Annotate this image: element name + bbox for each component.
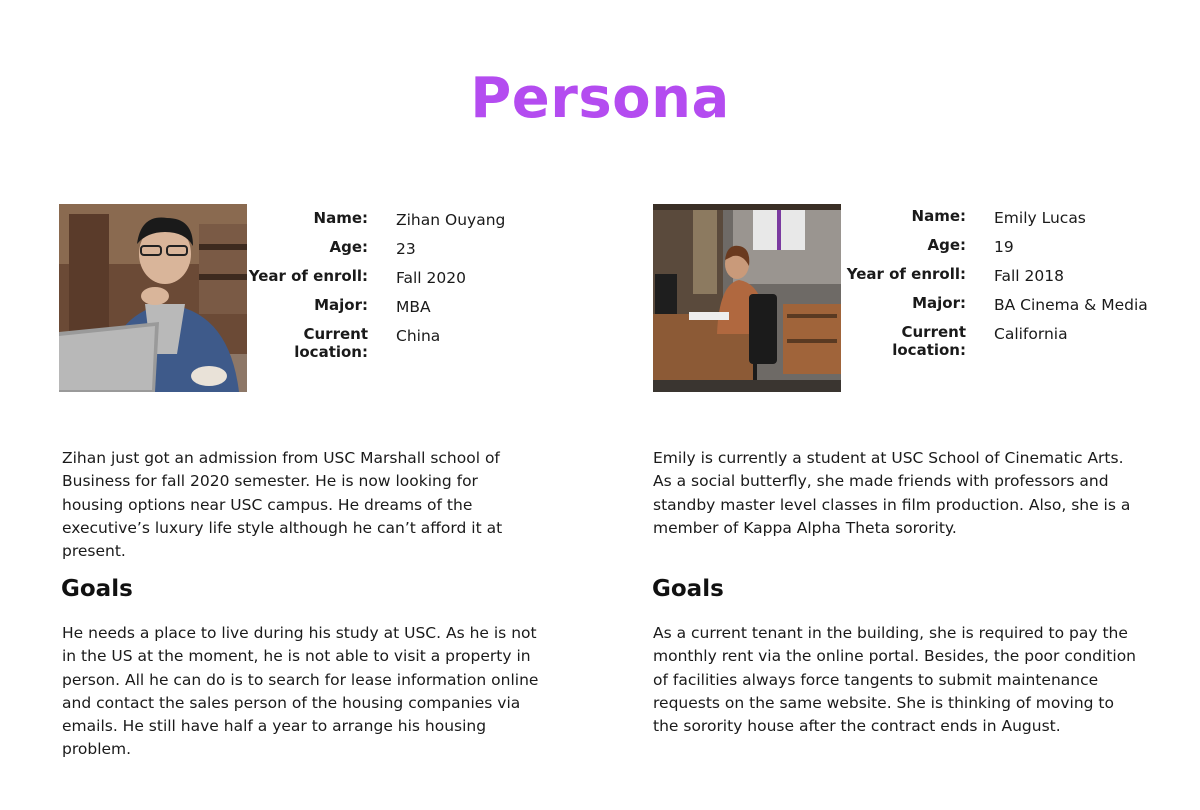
info-row-location [226, 325, 505, 361]
info-row-year [226, 267, 505, 296]
age-label: Age: [329, 238, 368, 256]
info-row-major [824, 294, 1148, 323]
location-label: Current location: [294, 325, 368, 361]
year-value: Fall 2020 [396, 269, 466, 287]
info-row-age [824, 236, 1148, 265]
age-value: 23 [396, 240, 416, 258]
info-row-year [824, 265, 1148, 294]
name-value: Emily Lucas [994, 209, 1086, 227]
info-row-age [226, 238, 505, 267]
info-row-name [824, 207, 1148, 236]
age-label: Age: [927, 236, 966, 254]
persona-goals-zihan: He needs a place to live during his study at USC. As he is not in the US at the moment, he is not able to visit a property in person. All he can do is to search for lease information online and contact the sales person of the housing companies via emails. He still have half a year to arrange his housing problem. [62, 624, 539, 759]
persona-info-zihan [226, 209, 506, 361]
goals-heading-emily: Goals [652, 576, 724, 602]
name-label: Name: [911, 207, 966, 225]
year-value: Fall 2018 [994, 267, 1064, 285]
info-row-location [824, 323, 1148, 359]
info-row-name [226, 209, 505, 238]
persona-photo-emily [653, 204, 841, 392]
location-label: Current location: [892, 323, 966, 359]
page-title: Persona [470, 66, 730, 131]
major-label: Major: [314, 296, 368, 314]
year-label: Year of enroll: [846, 265, 966, 283]
age-value: 19 [994, 238, 1014, 256]
name-label: Name: [313, 209, 368, 227]
persona-bio-zihan: Zihan just got an admission from USC Marshall school of Business for fall 2020 semester. He is now looking for housing options near USC campus. He dreams of the executive’s luxury life style although he can’t afford it at present. [62, 449, 503, 561]
major-label: Major: [912, 294, 966, 312]
persona-info-emily [824, 207, 1148, 359]
name-value: Zihan Ouyang [396, 211, 506, 229]
persona-goals-emily: As a current tenant in the building, she is required to pay the monthly rent via the online portal. Besides, the poor condition of facilities always force tangents to submit maintenance requests on the same website. She is thinking of moving to the sorority house after the contract ends in August. [653, 624, 1137, 736]
goals-heading-zihan: Goals [61, 576, 133, 602]
persona-photo-zihan [59, 204, 247, 392]
persona-bio-emily: Emily is currently a student at USC School of Cinematic Arts. As a social butterfly, she made friends with professors and standby master level classes in film production. Also, she is a member of Kappa Alpha Theta sorority. [653, 449, 1131, 537]
major-value: MBA [396, 298, 431, 316]
location-value: China [396, 327, 441, 345]
location-value: California [994, 325, 1068, 343]
year-label: Year of enroll: [248, 267, 368, 285]
major-value: BA Cinema & Media [994, 296, 1148, 314]
info-row-major [226, 296, 505, 325]
